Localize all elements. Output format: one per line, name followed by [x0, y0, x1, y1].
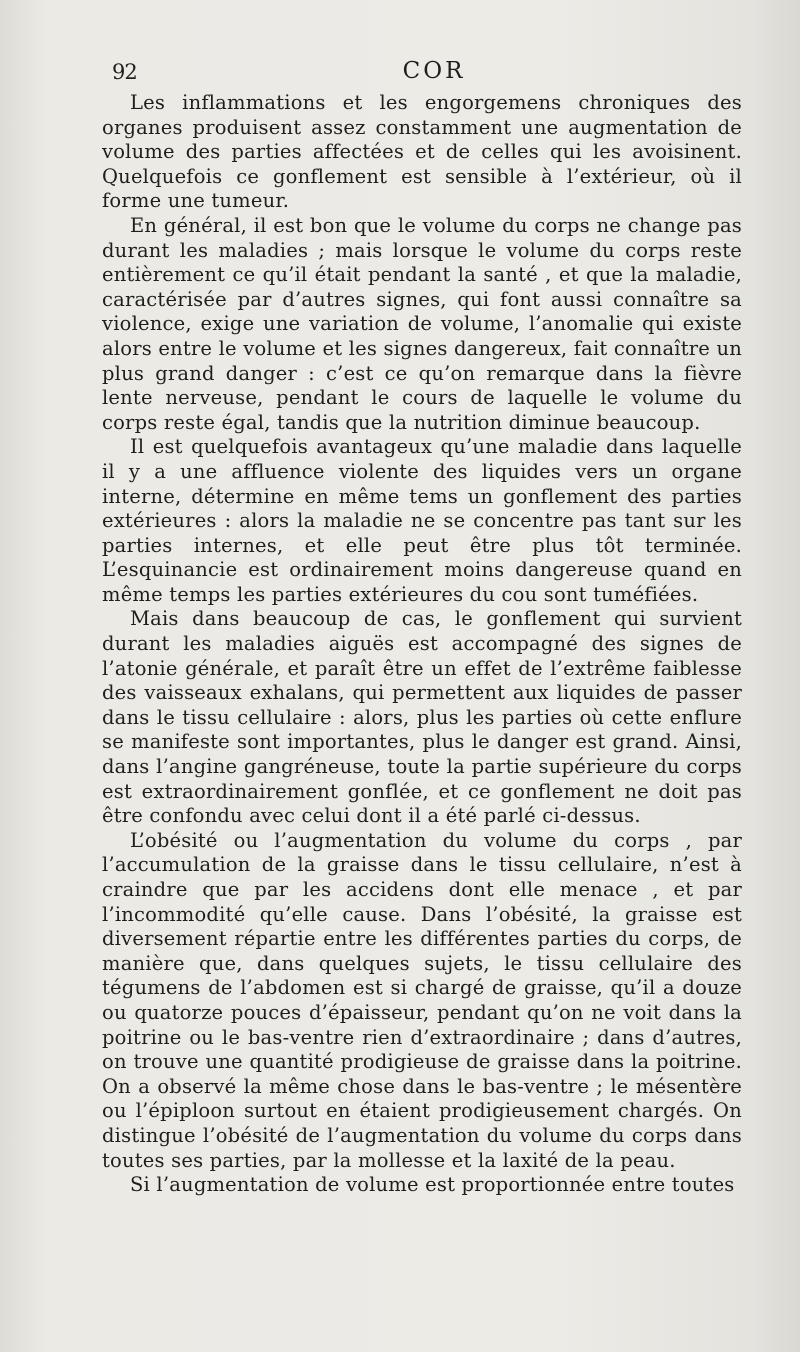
paragraph-2: En général, il est bon que le volume du corps ne change pas durant les maladies ; mais lorsque le volume du corps reste entièrement ce qu’il était pendant la santé , et que la maladie, caractérisée par d’autres signes, qui font aussi connaître sa violence, exige une variation de volume, l’anomalie qui existe alors entre le volume et les signes dangereux, fait connaître un plus grand danger : c’est ce qu’on remarque dans la fièvre lente nerveuse, pendant le cours de laquelle le volume du corps reste égal, tandis que la nutrition diminue beaucoup.: [102, 213, 742, 434]
page-header: [112, 56, 742, 90]
paragraph-4: Mais dans beaucoup de cas, le gonflement qui survient durant les maladies aiguës est accompagné des signes de l’atonie générale, et paraît être un effet de l’extrême faiblesse des vaisseaux exhalans, qui permettent aux liquides de passer dans le tissu cellulaire : alors, plus les parties où cette enflure se manifeste sont importantes, plus le danger est grand. Ainsi, dans l’angine gangréneuse, toute la partie supérieure du corps est extraordinairement gonflée, et ce gonflement ne doit pas être confondu avec celui dont il a été parlé ci-dessus.: [102, 607, 742, 828]
paragraph-3: Il est quelquefois avantageux qu’une maladie dans laquelle il y a une affluence violente des liquides vers un organe interne, détermine en même tems un gonflement des parties extérieures : alors la maladie ne se concentre pas tant sur les parties internes, et elle peut être plus tôt terminée. L’esquinancie est ordinairement moins dangereuse quand en même temps les parties extérieures du cou sont tuméfiées.: [102, 435, 742, 606]
page-number: 92: [112, 60, 137, 84]
running-head: COR: [402, 58, 466, 84]
body-text: [102, 91, 742, 1198]
paragraph-5: L’obésité ou l’augmentation du volume du corps , par l’accumulation de la graisse dans le tissu cellulaire, n’est à craindre que par les accidens dont elle menace , et par l’incommodité qu’elle cause. Dans l’obésité, la graisse est diversement répartie entre les différentes parties du corps, de manière que, dans quelques sujets, le tissu cellulaire des tégumens de l’abdomen est si chargé de graisse, qu’il a douze ou quatorze pouces d’épaisseur, pendant qu’on ne voit dans la poitrine ou le bas-ventre rien d’extraordinaire ; dans d’autres, on trouve une quantité prodigieuse de graisse dans la poitrine. On a observé la même chose dans le bas-ventre ; le mésentère ou l’épiploon surtout en étaient prodigieusement chargés. On distingue l’obésité de l’augmentation du volume du corps dans toutes ses parties, par la mollesse et la laxité de la peau.: [102, 828, 742, 1172]
paragraph-6: Si l’augmentation de volume est proportionnée entre toutes: [130, 1173, 735, 1197]
paragraph-1: Les inflammations et les engorgemens chroniques des organes produisent assez constamment une augmentation de volume des parties affectées et de celles qui les avoisinent. Quelquefois ce gonflement est sensible à l’extérieur, où il forme une tumeur.: [102, 91, 742, 213]
